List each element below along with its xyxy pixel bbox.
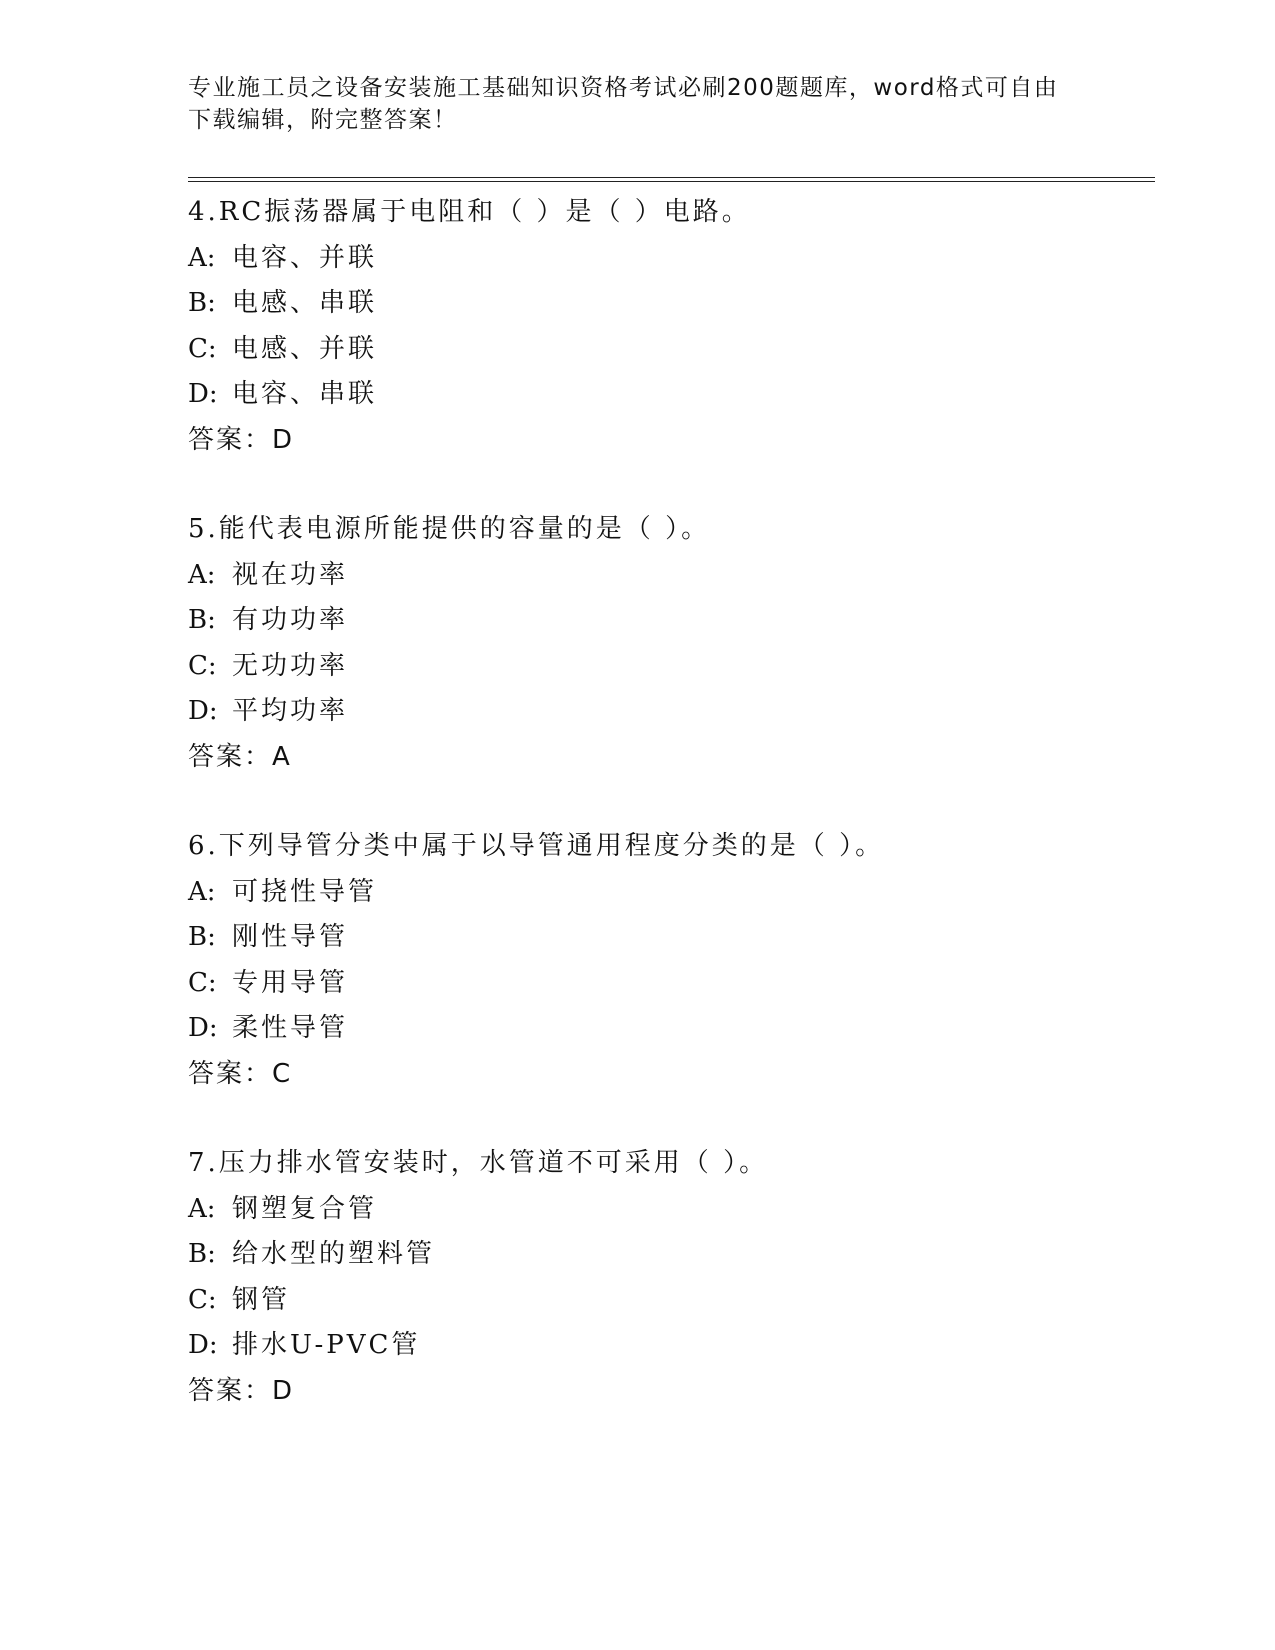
option-c xyxy=(188,327,1148,373)
question-5 xyxy=(188,507,1148,780)
option-d xyxy=(188,1006,1148,1052)
option-a xyxy=(188,236,1148,282)
answer-line xyxy=(188,1369,1148,1415)
option-text: 平均功率 xyxy=(232,696,349,726)
question-stem: 4.RC振荡器属于电阻和（ ）是（ ）电路。 xyxy=(188,197,751,227)
option-letter: C: xyxy=(188,1284,217,1315)
option-text: 电感、并联 xyxy=(232,333,378,364)
header-line-1: 专业施工员之设备安装施工基础知识资格考试必刷200题题库，word格式可自由 xyxy=(188,75,1059,101)
answer-line xyxy=(188,735,1148,781)
option-letter: D: xyxy=(188,379,218,409)
option-text: 刚性导管 xyxy=(232,922,349,952)
option-letter: B: xyxy=(188,288,216,318)
option-text: 有功功率 xyxy=(232,605,349,635)
answer-line xyxy=(188,418,1148,464)
option-a xyxy=(188,870,1148,916)
header-line-2: 下载编辑，附完整答案！ xyxy=(188,107,458,133)
option-letter: A: xyxy=(188,559,216,590)
option-text: 柔性导管 xyxy=(232,1013,349,1043)
question-7 xyxy=(188,1141,1148,1414)
option-text: 钢管 xyxy=(232,1284,291,1315)
option-b xyxy=(188,598,1148,644)
option-c xyxy=(188,644,1148,690)
option-d xyxy=(188,1323,1148,1369)
option-letter: C: xyxy=(188,967,217,998)
answer-label: 答案： xyxy=(188,1375,273,1406)
option-letter: A: xyxy=(188,876,216,907)
option-a xyxy=(188,1187,1148,1233)
answer-label: 答案： xyxy=(188,424,273,455)
answer-value: A xyxy=(272,741,292,772)
option-b xyxy=(188,281,1148,327)
option-c xyxy=(188,1278,1148,1324)
option-letter: A: xyxy=(188,242,216,273)
option-text: 排水U-PVC管 xyxy=(232,1330,421,1360)
question-4 xyxy=(188,190,1148,463)
question-list xyxy=(188,190,1148,1458)
option-d xyxy=(188,689,1148,735)
option-letter: B: xyxy=(188,605,216,635)
answer-line xyxy=(188,1052,1148,1098)
answer-value: D xyxy=(272,424,295,455)
option-text: 视在功率 xyxy=(232,559,349,590)
option-letter: C: xyxy=(188,650,217,681)
option-text: 钢塑复合管 xyxy=(232,1193,378,1224)
option-text: 无功功率 xyxy=(232,650,349,681)
answer-value: C xyxy=(272,1058,293,1089)
option-letter: C: xyxy=(188,333,217,364)
answer-value: D xyxy=(272,1375,295,1406)
option-text: 电容、串联 xyxy=(232,379,378,409)
document-header xyxy=(188,72,1088,136)
option-c xyxy=(188,961,1148,1007)
option-letter: D: xyxy=(188,696,218,726)
answer-label: 答案： xyxy=(188,1058,273,1089)
option-letter: D: xyxy=(188,1013,218,1043)
question-6 xyxy=(188,824,1148,1097)
option-b xyxy=(188,915,1148,961)
option-letter: D: xyxy=(188,1330,218,1360)
option-text: 电感、串联 xyxy=(232,288,378,318)
option-d xyxy=(188,372,1148,418)
question-stem: 6.下列导管分类中属于以导管通用程度分类的是（ ）。 xyxy=(188,831,885,861)
option-text: 可挠性导管 xyxy=(232,876,378,907)
question-stem: 5.能代表电源所能提供的容量的是（ ）。 xyxy=(188,514,711,544)
option-text: 给水型的塑料管 xyxy=(232,1239,436,1269)
header-divider xyxy=(188,177,1155,182)
option-letter: B: xyxy=(188,1239,216,1269)
option-text: 电容、并联 xyxy=(232,242,378,273)
question-stem: 7.压力排水管安装时，水管道不可采用（ ）。 xyxy=(188,1148,769,1178)
option-letter: A: xyxy=(188,1193,216,1224)
option-letter: B: xyxy=(188,922,216,952)
option-b xyxy=(188,1232,1148,1278)
answer-label: 答案： xyxy=(188,741,273,772)
option-a xyxy=(188,553,1148,599)
option-text: 专用导管 xyxy=(232,967,349,998)
